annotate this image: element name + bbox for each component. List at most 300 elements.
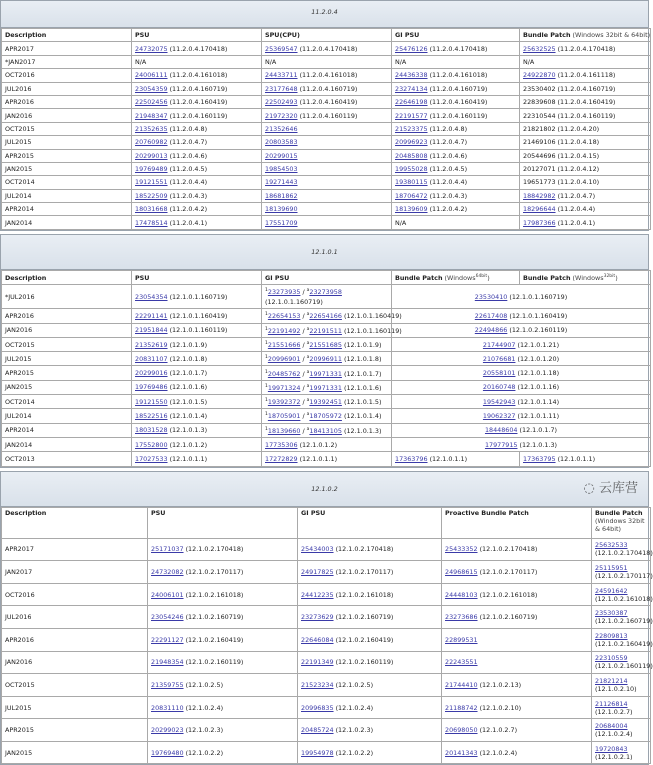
patch-cell [392, 366, 651, 380]
header-superscript: 32bit [603, 273, 616, 279]
patch-link[interactable]: 19971331 [309, 369, 342, 378]
patch-link[interactable]: 24006101 [151, 590, 184, 599]
patch-cell [442, 696, 592, 719]
patch-version: (12.1.0.2.170117) [477, 567, 538, 576]
patch-cell [132, 162, 262, 175]
patch-version: (11.2.0.4.4) [555, 205, 596, 214]
patch-version: (12.1.0.2.160719) [333, 613, 394, 622]
patch-version: (12.1.0.2.7) [595, 707, 633, 716]
patch-link[interactable]: 20996901 [267, 355, 301, 364]
patch-link[interactable]: 24448103 [445, 590, 478, 599]
column-header [392, 29, 520, 42]
patch-version: 21469106 (11.2.0.4.18) [523, 138, 600, 147]
patch-cell [392, 82, 520, 95]
release-description: JAN2015 [2, 162, 132, 175]
patch-version: (12.1.0.1.160419) [341, 312, 402, 321]
patch-cell [442, 628, 592, 651]
patch-link[interactable]: 17987366 [523, 218, 556, 227]
patch-cell [442, 583, 592, 606]
patch-link[interactable]: 22654166 [309, 312, 342, 321]
patch-link[interactable]: 19769489 [135, 165, 168, 174]
patch-version: (12.1.0.1.20) [515, 354, 560, 363]
patch-link[interactable]: 21744410 [445, 680, 478, 689]
section-title: 12.1.0.1 [311, 247, 338, 256]
section-title: 12.1.0.2 [311, 484, 338, 493]
patch-cell [520, 216, 651, 229]
patch-cell [520, 55, 651, 68]
platform-superscript: 1 [265, 326, 268, 332]
patch-cell [262, 337, 392, 351]
patch-link[interactable]: 21948347 [135, 111, 168, 120]
header-row [2, 507, 651, 538]
patch-version: (11.2.0.4.160119) [167, 111, 228, 120]
section-12101 [0, 234, 649, 468]
header-label: GI PSU [301, 508, 326, 517]
patch-link[interactable]: 20996835 [301, 703, 334, 712]
patch-cell [132, 95, 262, 108]
patch-link[interactable]: 21126814 [595, 699, 628, 708]
patch-cell [262, 366, 392, 380]
patch-version: (11.2.0.4.7) [427, 138, 468, 147]
patch-link[interactable]: 18522509 [135, 191, 168, 200]
patch-version: (11.2.0.4.170418) [427, 44, 488, 53]
patch-link[interactable]: 20485724 [301, 726, 334, 735]
patch-cell [520, 176, 651, 189]
header-row [2, 29, 651, 42]
patch-link[interactable]: 19769486 [135, 383, 168, 392]
release-description: APR2017 [2, 538, 148, 561]
patch-link[interactable]: 22899531 [445, 635, 478, 644]
patch-cell [392, 337, 651, 351]
patch-link[interactable]: 19062327 [482, 412, 516, 420]
section-12102 [0, 471, 653, 765]
patch-version: (12.1.0.1.5) [341, 398, 382, 407]
release-description: OCT2016 [2, 583, 148, 606]
patch-link[interactable]: 22809813 [595, 631, 628, 640]
table-row [2, 674, 651, 697]
patch-cell [442, 651, 592, 674]
table-row [2, 337, 651, 351]
patch-link[interactable]: 21359755 [151, 680, 184, 689]
patch-link[interactable]: 19971331 [309, 383, 342, 392]
patch-version: (12.1.0.2.4) [595, 730, 633, 739]
table-row [2, 452, 651, 466]
patch-link[interactable]: 20299016 [135, 369, 168, 378]
patch-link[interactable]: 18706472 [395, 191, 428, 200]
patch-link[interactable]: 18448604 [484, 426, 518, 435]
patch-cell [392, 136, 520, 149]
patch-version: (11.2.0.4.160419) [297, 98, 358, 107]
patch-cell [392, 109, 520, 122]
header-label: Description [5, 273, 47, 282]
separator: / [300, 398, 307, 407]
patch-link[interactable]: 25115951 [595, 563, 628, 572]
patch-link[interactable]: 23054246 [151, 613, 184, 622]
patch-version: (11.2.0.4.161018) [167, 71, 228, 80]
release-description: OCT2015 [2, 122, 132, 135]
patch-link[interactable]: 22502456 [135, 98, 168, 107]
header-label: Proactive Bundle Patch [445, 508, 529, 517]
table-row [2, 423, 651, 437]
release-description: OCT2015 [2, 337, 132, 351]
patch-link[interactable]: 22191577 [395, 111, 428, 120]
patch-cell [592, 583, 651, 606]
patch-version: (11.2.0.4.6) [167, 151, 208, 160]
patch-cell [392, 409, 651, 423]
patch-link[interactable]: 21352619 [135, 340, 168, 349]
patch-link[interactable]: 23273958 [309, 288, 342, 297]
patch-link[interactable]: 21352646 [265, 124, 298, 133]
patch-cell [148, 583, 298, 606]
patch-link[interactable]: 25434003 [301, 545, 334, 554]
header-note: (Windows [570, 274, 604, 283]
patch-cell [592, 696, 651, 719]
platform-superscript: a [306, 326, 310, 332]
patch-link[interactable]: 20698050 [445, 726, 478, 735]
patch-cell [262, 309, 402, 323]
patch-version: (12.1.0.1.7) [341, 369, 382, 378]
patch-link[interactable]: 19392372 [267, 398, 301, 407]
patch-version: (12.1.0.2.10) [595, 684, 637, 693]
section-title: 11.2.0.4 [311, 8, 338, 16]
patch-link[interactable]: 20485762 [267, 369, 301, 378]
patch-link[interactable]: 24968615 [445, 567, 478, 576]
watermark-logo: ◌ 云库营 [583, 480, 638, 496]
release-description: APR2017 [2, 42, 132, 55]
release-description: APR2016 [2, 95, 132, 108]
table-row [2, 42, 651, 55]
patch-version: (12.1.0.1.8) [341, 355, 382, 364]
patch-cell [392, 95, 520, 108]
patch-version: (12.1.0.2.170418) [477, 545, 538, 554]
patch-link[interactable]: 22191349 [301, 658, 334, 667]
patch-link[interactable]: 19954978 [301, 748, 334, 757]
patch-version: (12.1.0.2.161018) [477, 590, 538, 599]
header-label: Description [5, 508, 47, 517]
platform-superscript: a [306, 383, 310, 389]
patch-link[interactable]: 20996911 [309, 355, 342, 364]
table-row [2, 651, 651, 674]
release-description: APR2014 [2, 423, 132, 437]
patch-link[interactable]: 18842982 [523, 191, 556, 200]
header-note-end: ) [487, 274, 490, 283]
patch-link[interactable]: 24436338 [395, 71, 428, 80]
patch-version: (11.2.0.4.161118) [555, 71, 616, 80]
patch-cell [592, 606, 651, 629]
patch-link[interactable]: 22502493 [265, 98, 298, 107]
patch-version: (12.1.0.2.4) [477, 748, 518, 757]
patch-link[interactable]: 20141343 [445, 748, 478, 757]
patch-link[interactable]: 22191492 [267, 326, 301, 335]
patch-link[interactable]: 23274134 [395, 84, 428, 93]
patch-link[interactable]: 18296644 [523, 205, 556, 214]
patch-link[interactable]: 18139609 [395, 205, 428, 214]
patch-link[interactable]: 24732075 [135, 44, 168, 53]
patch-version: (12.1.0.2.160419) [333, 635, 394, 644]
patch-table [1, 28, 651, 230]
patch-link[interactable]: 20299013 [135, 151, 168, 160]
patch-link[interactable]: 25171037 [151, 545, 184, 554]
patch-version: (11.2.0.4.6) [427, 151, 468, 160]
table-row [2, 538, 651, 561]
patch-cell [520, 122, 651, 135]
patch-link[interactable]: 25476126 [395, 44, 428, 53]
release-description: OCT2014 [2, 395, 132, 409]
patch-link[interactable]: 19121550 [135, 397, 168, 406]
patch-link[interactable]: 22646198 [395, 98, 428, 107]
patch-version: (12.1.0.1.1) [555, 454, 596, 463]
patch-link[interactable]: 19769480 [151, 748, 184, 757]
patch-link[interactable]: 20684004 [595, 722, 628, 731]
patch-link[interactable]: 21523234 [301, 680, 334, 689]
patch-version: (12.1.0.2.1) [595, 752, 633, 761]
patch-version: (12.1.0.2.170418) [183, 545, 244, 554]
patch-version: (12.1.0.1.160419) [167, 311, 228, 320]
patch-version: (12.1.0.1.1) [427, 454, 468, 463]
patch-link[interactable]: 20558101 [482, 369, 516, 378]
patch-version: N/A [395, 218, 407, 227]
patch-link[interactable]: 22310559 [595, 654, 628, 663]
patch-version: (12.1.0.1.21) [515, 340, 560, 349]
patch-link[interactable]: 17977915 [484, 440, 518, 449]
column-header [520, 29, 651, 42]
patch-version: (12.1.0.1.9) [167, 340, 208, 349]
patch-version: (12.1.0.1.160719) [167, 292, 228, 301]
patch-link[interactable]: 20831107 [135, 354, 168, 363]
release-description: JAN2016 [2, 651, 148, 674]
patch-cell [148, 696, 298, 719]
column-header [2, 29, 132, 42]
patch-cell [132, 437, 262, 451]
patch-link[interactable]: 22291141 [135, 311, 168, 320]
patch-link[interactable]: 21551666 [267, 341, 301, 350]
patch-link[interactable]: 19121551 [135, 178, 168, 187]
patch-link[interactable]: 20831110 [151, 703, 184, 712]
patch-link[interactable]: 23054359 [135, 84, 168, 93]
patch-link[interactable]: 18139660 [267, 426, 301, 435]
patch-cell [262, 323, 402, 337]
patch-table [1, 270, 651, 467]
patch-link[interactable]: 20760982 [135, 138, 168, 147]
patch-link[interactable]: 17272829 [265, 454, 298, 463]
patch-link[interactable]: 24412235 [301, 590, 334, 599]
patch-cell [262, 409, 392, 423]
patch-cell [520, 42, 651, 55]
patch-cell [148, 606, 298, 629]
patch-link[interactable]: 19542943 [482, 397, 516, 406]
patch-cell [520, 149, 651, 162]
patch-cell [592, 628, 651, 651]
patch-link[interactable]: 19854503 [265, 165, 298, 174]
patch-cell [132, 189, 262, 202]
patch-link[interactable]: 20299015 [265, 151, 298, 160]
patch-link[interactable]: 25632525 [523, 44, 556, 53]
patch-version: (12.1.0.2.2) [333, 748, 374, 757]
patch-link[interactable]: 25632533 [595, 541, 628, 550]
patch-version: (12.1.0.2.170117) [183, 567, 244, 576]
patch-cell [148, 628, 298, 651]
separator: / [300, 341, 307, 350]
release-description: JUL2016 [2, 82, 132, 95]
patch-link[interactable]: 21821214 [595, 676, 628, 685]
platform-superscript: 1 [265, 398, 268, 404]
patch-version: (12.1.0.2.160119) [507, 326, 568, 335]
patch-link[interactable]: 17551709 [265, 218, 298, 227]
patch-cell [262, 452, 392, 466]
patch-link[interactable]: 21188742 [445, 703, 478, 712]
table-row [2, 69, 651, 82]
header-label: SPU(CPU) [265, 31, 300, 40]
column-header [262, 270, 392, 284]
table-row [2, 82, 651, 95]
patch-version: N/A [265, 57, 277, 66]
patch-cell [262, 55, 392, 68]
patch-link[interactable]: 17363796 [395, 454, 428, 463]
patch-link[interactable]: 20299023 [151, 726, 184, 735]
patch-link[interactable]: 24591642 [595, 586, 628, 595]
patch-link[interactable]: 24922870 [523, 71, 556, 80]
patch-link[interactable]: 17478514 [135, 218, 168, 227]
patch-cell [132, 176, 262, 189]
patch-link[interactable]: 18031668 [135, 205, 168, 214]
patch-link[interactable]: 18705901 [267, 412, 301, 421]
platform-superscript: a [306, 355, 310, 361]
patch-link[interactable]: 18681862 [265, 191, 298, 200]
patch-link[interactable]: 21523375 [395, 124, 428, 133]
patch-link[interactable]: 19380115 [395, 178, 428, 187]
patch-link[interactable]: 20485808 [395, 151, 428, 160]
patch-link[interactable]: 23054354 [135, 292, 168, 301]
patch-link[interactable]: 18522516 [135, 412, 168, 420]
patch-cell [132, 309, 262, 323]
patch-cell [592, 674, 651, 697]
patch-link[interactable]: 18031528 [135, 426, 168, 435]
patch-cell [392, 323, 651, 337]
patch-link[interactable]: 21076681 [482, 354, 516, 363]
patch-link[interactable]: 23273686 [445, 613, 478, 622]
patch-link[interactable]: 22617408 [474, 311, 508, 320]
patch-link[interactable]: 20996923 [395, 138, 428, 147]
patch-version: (12.1.0.2.10) [477, 703, 522, 712]
patch-version: (12.1.0.1.4) [341, 412, 382, 421]
patch-cell [442, 561, 592, 584]
patch-link[interactable]: 21951844 [135, 326, 168, 335]
release-description: JUL2016 [2, 606, 148, 629]
patch-cell [442, 606, 592, 629]
patch-version: (12.1.0.2.160119) [595, 662, 653, 671]
platform-superscript: 1 [265, 369, 268, 375]
patch-link[interactable]: 22654153 [267, 312, 301, 321]
patch-link[interactable]: 21744907 [482, 340, 516, 349]
column-header [442, 507, 592, 538]
patch-link[interactable]: 25433352 [445, 545, 478, 554]
patch-link[interactable]: 23273629 [301, 613, 334, 622]
patch-link[interactable]: 22646084 [301, 635, 334, 644]
patch-link[interactable]: 23177648 [265, 84, 298, 93]
patch-link[interactable]: 24433711 [265, 71, 298, 80]
patch-link[interactable]: 20803583 [265, 138, 298, 147]
patch-link[interactable]: 18413105 [309, 426, 342, 435]
patch-cell [520, 69, 651, 82]
patch-link[interactable]: 24917825 [301, 567, 334, 576]
patch-link[interactable]: 17735306 [265, 440, 298, 449]
patch-link[interactable]: 19971324 [267, 383, 301, 392]
patch-cell [132, 69, 262, 82]
patch-link[interactable]: 21972320 [265, 111, 298, 120]
separator: / [300, 369, 307, 378]
column-header [298, 507, 442, 538]
patch-link[interactable]: 17027533 [135, 454, 168, 463]
patch-version: N/A [395, 57, 407, 66]
patch-link[interactable]: 22494866 [474, 326, 508, 335]
patch-link[interactable]: 18705972 [309, 412, 342, 421]
patch-link[interactable]: 19720843 [595, 744, 628, 753]
patch-link[interactable]: 19271443 [265, 178, 298, 187]
patch-link[interactable]: 22243551 [445, 658, 478, 667]
release-description: JUL2014 [2, 409, 132, 423]
patch-link[interactable]: 21948354 [151, 658, 184, 667]
patch-cell [132, 109, 262, 122]
patch-version: (12.1.0.2.2) [183, 748, 224, 757]
patch-link[interactable]: 24006111 [135, 71, 168, 80]
patch-link[interactable]: 21551685 [309, 341, 342, 350]
patch-cell [132, 366, 262, 380]
patch-cell [148, 561, 298, 584]
patch-version: (12.1.0.1.9) [341, 341, 382, 350]
patch-cell [262, 82, 392, 95]
patch-cell [392, 176, 520, 189]
patch-version: (12.1.0.2.161018) [183, 590, 244, 599]
patch-link[interactable]: 23273935 [267, 288, 301, 297]
table-row [2, 409, 651, 423]
patch-link[interactable]: 21352635 [135, 124, 168, 133]
patch-link[interactable]: 20160748 [482, 383, 516, 392]
patch-link[interactable]: 23530410 [474, 292, 508, 301]
patch-cell [520, 162, 651, 175]
patch-cell [132, 380, 262, 394]
table-row [2, 741, 651, 764]
patch-version: (12.1.0.2.5) [183, 680, 224, 689]
patch-link[interactable]: 22191511 [309, 326, 342, 335]
patch-link[interactable]: 19955028 [395, 165, 428, 174]
patch-link[interactable]: 24732082 [151, 567, 184, 576]
platform-superscript: a [306, 340, 310, 346]
patch-cell [132, 409, 262, 423]
patch-version: (11.2.0.4.1) [167, 218, 208, 227]
patch-link[interactable]: 22291127 [151, 635, 184, 644]
patch-cell [262, 352, 392, 366]
patch-version: (11.2.0.4.4) [427, 178, 468, 187]
header-label: Bundle Patch [595, 508, 643, 517]
patch-version: (12.1.0.2.161018) [595, 594, 653, 603]
header-row [2, 270, 651, 284]
patch-version: (12.1.0.2.4) [183, 703, 224, 712]
patch-link[interactable]: 25369547 [265, 44, 298, 53]
patch-version: (12.1.0.1.160119) [341, 326, 402, 335]
patch-link[interactable]: 17552800 [135, 440, 168, 449]
table-row [2, 122, 651, 135]
watermark-icon: ◌ [583, 480, 599, 496]
patch-version: 21821802 (11.2.0.4.20) [523, 124, 600, 133]
table-row [2, 437, 651, 451]
patch-link[interactable]: 19392451 [309, 398, 342, 407]
patch-link[interactable]: 23530387 [595, 609, 628, 618]
patch-link[interactable]: 17363795 [523, 454, 556, 463]
patch-link[interactable]: 18139690 [265, 205, 298, 214]
patch-cell [392, 395, 651, 409]
release-description: JAN2014 [2, 216, 132, 229]
patch-cell [298, 651, 442, 674]
